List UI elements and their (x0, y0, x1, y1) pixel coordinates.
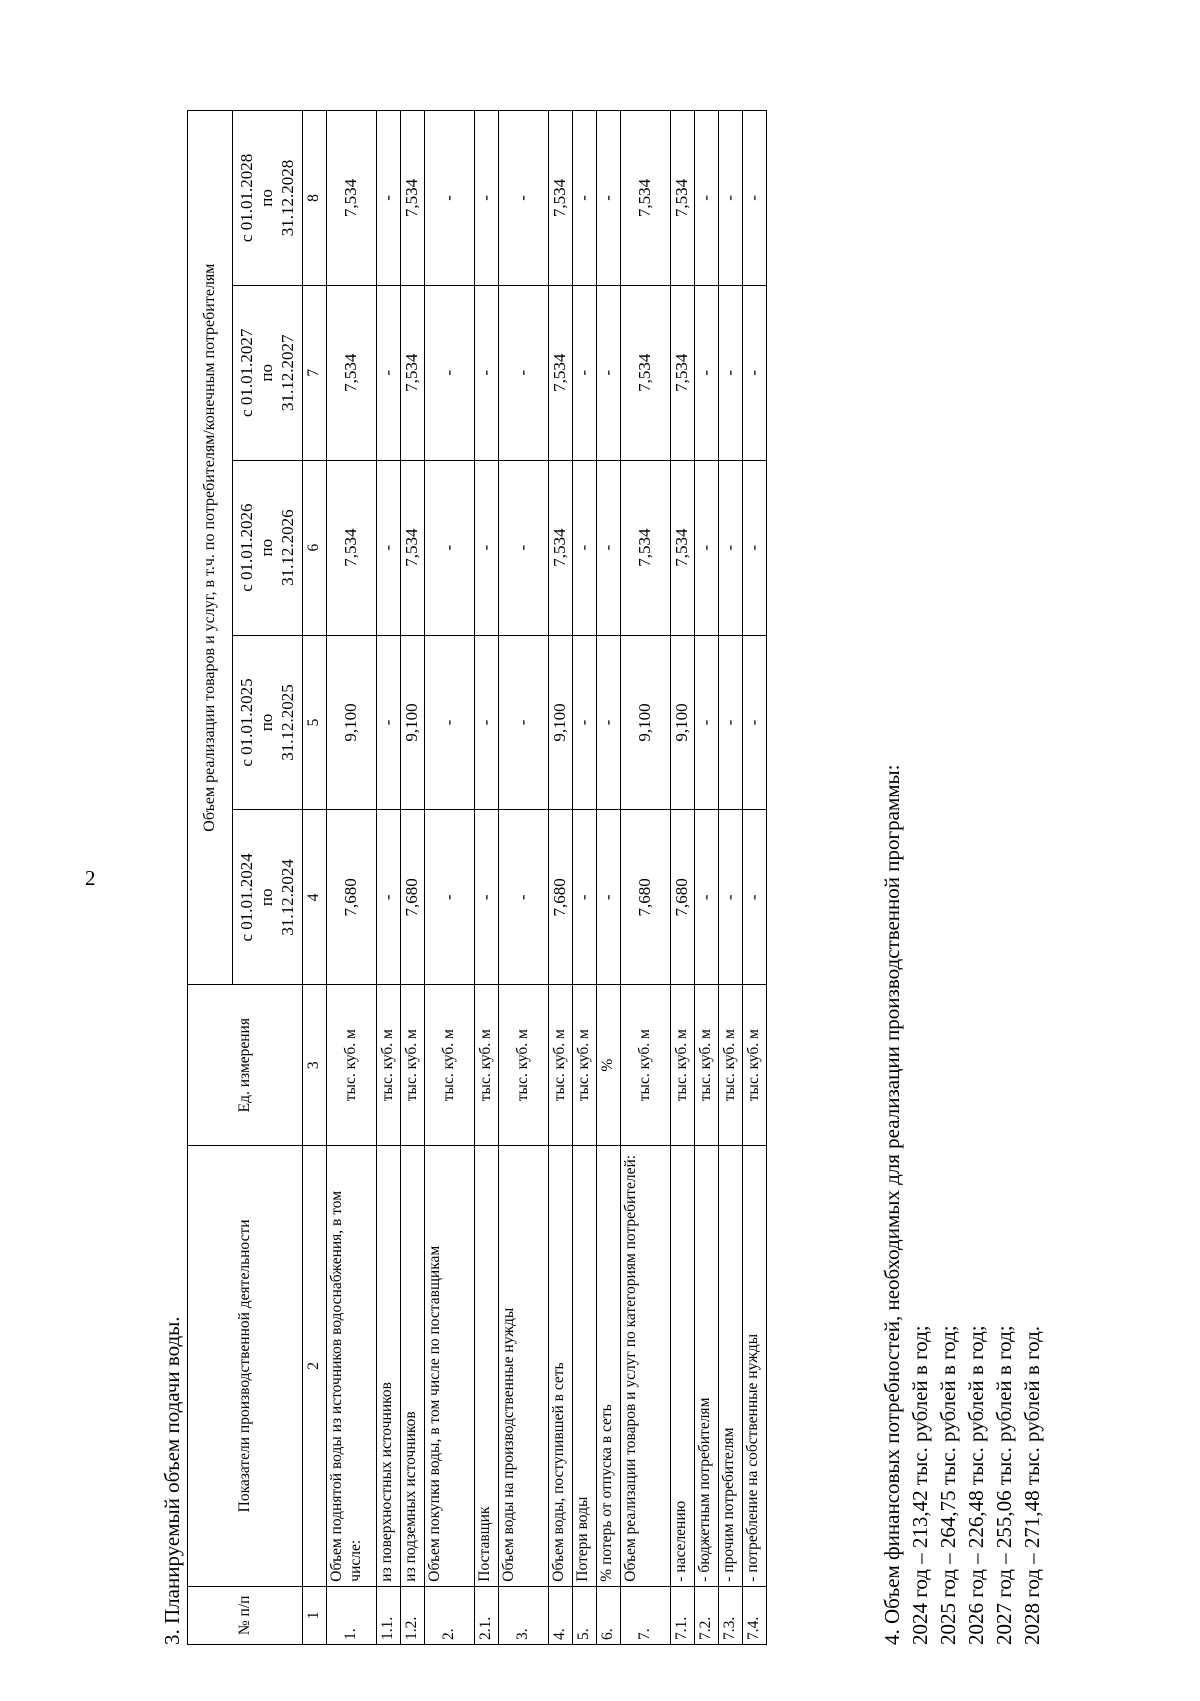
cell-num: 3. (499, 1586, 549, 1644)
cell-num: 7.1. (671, 1586, 695, 1644)
cell-v3: - (499, 460, 549, 635)
cell-v2: - (597, 635, 621, 810)
cell-v3: 7,534 (327, 460, 377, 635)
cell-v5: - (597, 111, 621, 286)
cell-unit: тыс. куб. м (695, 985, 719, 1146)
table-row (377, 111, 401, 1645)
cell-name: - потребление на собственные нужды (743, 1146, 767, 1587)
period-from: с 01.01.2026 (236, 503, 256, 592)
cell-v5: 7,534 (671, 111, 695, 286)
table-row (499, 111, 549, 1645)
cell-v5: - (499, 111, 549, 286)
header-period-4 (233, 285, 303, 460)
column-number: 5 (303, 635, 327, 810)
cell-v1: - (695, 810, 719, 985)
cell-unit: тыс. куб. м (671, 985, 695, 1146)
table-body (327, 111, 767, 1645)
cell-name: Объем реализации товаров и услуг по категориям потребителей: (621, 1146, 671, 1587)
cell-v1: - (573, 810, 597, 985)
period-mid: по (257, 713, 277, 732)
period-to: 31.12.2026 (277, 509, 297, 586)
cell-name: % потерь от отпуска в сеть (597, 1146, 621, 1587)
table-row (597, 111, 621, 1645)
cell-v4: 7,534 (621, 285, 671, 460)
column-number: 7 (303, 285, 327, 460)
cell-v5: 7,534 (401, 111, 425, 286)
cell-unit: тыс. куб. м (401, 985, 425, 1146)
financial-needs-list (906, 765, 1046, 1645)
period-from: с 01.01.2027 (236, 328, 256, 417)
cell-v1: - (475, 810, 499, 985)
cell-v2: - (499, 635, 549, 810)
cell-v2: 9,100 (327, 635, 377, 810)
cell-v4: 7,534 (671, 285, 695, 460)
table-row (549, 111, 573, 1645)
rotated-page-content (160, 110, 1160, 1645)
cell-unit: тыс. куб. м (549, 985, 573, 1146)
table-row (425, 111, 475, 1645)
table-row (695, 111, 719, 1645)
section-4-title: 4. Объем финансовых потребностей, необходимых для реализации производственной программы: (880, 764, 904, 1645)
cell-name: - населению (671, 1146, 695, 1587)
cell-v5: 7,534 (621, 111, 671, 286)
cell-v4: - (475, 285, 499, 460)
cell-v3: 7,534 (621, 460, 671, 635)
column-number: 6 (303, 460, 327, 635)
cell-v4: - (377, 285, 401, 460)
cell-v4: 7,534 (401, 285, 425, 460)
cell-v5: - (719, 111, 743, 286)
financial-need-line: 2025 год – 264,75 тыс. рублей в год; (936, 1325, 960, 1645)
cell-name: из поверхностных источников (377, 1146, 401, 1587)
cell-v2: - (743, 635, 767, 810)
cell-v2: 9,100 (621, 635, 671, 810)
cell-v4: - (499, 285, 549, 460)
cell-v5: 7,534 (327, 111, 377, 286)
cell-v1: - (743, 810, 767, 985)
header-period-5 (233, 111, 303, 286)
column-number-row (303, 111, 327, 1645)
period-to: 31.12.2027 (277, 334, 297, 412)
cell-v1: 7,680 (549, 810, 573, 985)
cell-v2: - (377, 635, 401, 810)
column-number: 1 (303, 1586, 327, 1644)
cell-v5: - (743, 111, 767, 286)
financial-need-line: 2027 год – 255,06 тыс. рублей в год; (992, 1325, 1016, 1645)
cell-name: - прочим потребителям (719, 1146, 743, 1587)
cell-unit: тыс. куб. м (719, 985, 743, 1146)
cell-v5: - (377, 111, 401, 286)
period-mid: по (257, 364, 277, 382)
cell-v2: 9,100 (671, 635, 695, 810)
header-period-1 (233, 810, 303, 985)
cell-v3: - (475, 460, 499, 635)
cell-v3: - (743, 460, 767, 635)
cell-v1: 7,680 (401, 810, 425, 985)
cell-v3: - (425, 460, 475, 635)
table-row (743, 111, 767, 1645)
header-period-2 (233, 635, 303, 810)
period-mid: по (257, 888, 277, 907)
cell-num: 2. (425, 1586, 475, 1644)
cell-num: 7.3. (719, 1586, 743, 1644)
header-num: № п/п (188, 1586, 303, 1644)
cell-v2: 9,100 (401, 635, 425, 810)
cell-unit: тыс. куб. м (377, 985, 401, 1146)
header-period-3 (233, 460, 303, 635)
cell-v1: 7,680 (671, 810, 695, 985)
page-number: 2 (85, 866, 96, 890)
cell-unit: % (597, 985, 621, 1146)
cell-v4: - (743, 285, 767, 460)
cell-v4: - (597, 285, 621, 460)
cell-v2: - (573, 635, 597, 810)
cell-unit: тыс. куб. м (621, 985, 671, 1146)
water-supply-table (187, 110, 767, 1645)
table-row (719, 111, 743, 1645)
cell-v4: - (425, 285, 475, 460)
cell-num: 7.2. (695, 1586, 719, 1644)
cell-num: 1. (327, 1586, 377, 1644)
table-row (475, 111, 499, 1645)
cell-v5: - (425, 111, 475, 286)
cell-v4: - (695, 285, 719, 460)
cell-num: 7. (621, 1586, 671, 1644)
section-3-title: 3. Планируемый объем подачи воды. (160, 1316, 184, 1645)
cell-v3: 7,534 (549, 460, 573, 635)
cell-v3: - (695, 460, 719, 635)
table-row (573, 111, 597, 1645)
table-row (327, 111, 377, 1645)
cell-name: - бюджетным потребителям (695, 1146, 719, 1587)
cell-v1: 7,680 (327, 810, 377, 985)
column-number: 2 (303, 1146, 327, 1587)
cell-v1: - (499, 810, 549, 985)
cell-v2: 9,100 (549, 635, 573, 810)
table-row (401, 111, 425, 1645)
period-mid: по (257, 189, 277, 207)
header-indicator: Показатели производственной деятельности (188, 1146, 303, 1587)
cell-v1: 7,680 (621, 810, 671, 985)
financial-need-line: 2026 год – 226,48 тыс. рублей в год; (964, 1325, 988, 1645)
cell-v1: - (425, 810, 475, 985)
cell-v5: - (475, 111, 499, 286)
cell-v4: 7,534 (549, 285, 573, 460)
period-from: с 01.01.2025 (236, 678, 256, 767)
financial-need-line: 2028 год – 271,48 тыс. рублей в год. (1020, 1325, 1044, 1645)
cell-num: 4. (549, 1586, 573, 1644)
cell-name: из подземных источников (401, 1146, 425, 1587)
header-unit: Ед. измерения (188, 985, 303, 1146)
cell-unit: тыс. куб. м (573, 985, 597, 1146)
cell-name: Потери воды (573, 1146, 597, 1587)
cell-unit: тыс. куб. м (425, 985, 475, 1146)
cell-v5: - (695, 111, 719, 286)
cell-v3: - (719, 460, 743, 635)
cell-num: 5. (573, 1586, 597, 1644)
section-4 (878, 765, 1046, 1645)
cell-num: 2.1. (475, 1586, 499, 1644)
cell-v3: 7,534 (401, 460, 425, 635)
cell-name: Поставщик (475, 1146, 499, 1587)
period-to: 31.12.2028 (277, 159, 297, 237)
table-row (671, 111, 695, 1645)
header-group: Объем реализации товаров и услуг, в т.ч. по потребителям/конечным потребителям (188, 111, 233, 985)
cell-name: Объем покупки воды, в том числе по поставщикам (425, 1146, 475, 1587)
column-number: 3 (303, 985, 327, 1146)
column-number: 4 (303, 810, 327, 985)
cell-name: Объем воды, поступившей в сеть (549, 1146, 573, 1587)
cell-v2: - (719, 635, 743, 810)
cell-unit: тыс. куб. м (743, 985, 767, 1146)
cell-v3: 7,534 (671, 460, 695, 635)
cell-name: Объем поднятой воды из источников водоснабжения, в том числе: (327, 1146, 377, 1587)
cell-num: 6. (597, 1586, 621, 1644)
cell-name: Объем воды на производственные нужды (499, 1146, 549, 1587)
cell-v2: - (425, 635, 475, 810)
cell-unit: тыс. куб. м (499, 985, 549, 1146)
period-mid: по (257, 538, 277, 557)
cell-v5: 7,534 (549, 111, 573, 286)
cell-v1: - (719, 810, 743, 985)
cell-v4: 7,534 (327, 285, 377, 460)
cell-num: 1.1. (377, 1586, 401, 1644)
cell-v3: - (573, 460, 597, 635)
period-to: 31.12.2025 (277, 684, 297, 761)
cell-v2: - (475, 635, 499, 810)
table-row (621, 111, 671, 1645)
cell-v4: - (719, 285, 743, 460)
cell-v3: - (377, 460, 401, 635)
column-number: 8 (303, 111, 327, 286)
period-from: с 01.01.2024 (236, 853, 256, 942)
cell-unit: тыс. куб. м (327, 985, 377, 1146)
cell-v2: - (695, 635, 719, 810)
cell-unit: тыс. куб. м (475, 985, 499, 1146)
cell-v5: - (573, 111, 597, 286)
cell-v3: - (597, 460, 621, 635)
cell-v4: - (573, 285, 597, 460)
cell-v1: - (597, 810, 621, 985)
cell-num: 7.4. (743, 1586, 767, 1644)
cell-num: 1.2. (401, 1586, 425, 1644)
cell-v1: - (377, 810, 401, 985)
period-to: 31.12.2024 (277, 859, 297, 936)
financial-need-line: 2024 год – 213,42 тыс. рублей в год; (908, 1325, 932, 1645)
period-from: с 01.01.2028 (236, 153, 256, 243)
